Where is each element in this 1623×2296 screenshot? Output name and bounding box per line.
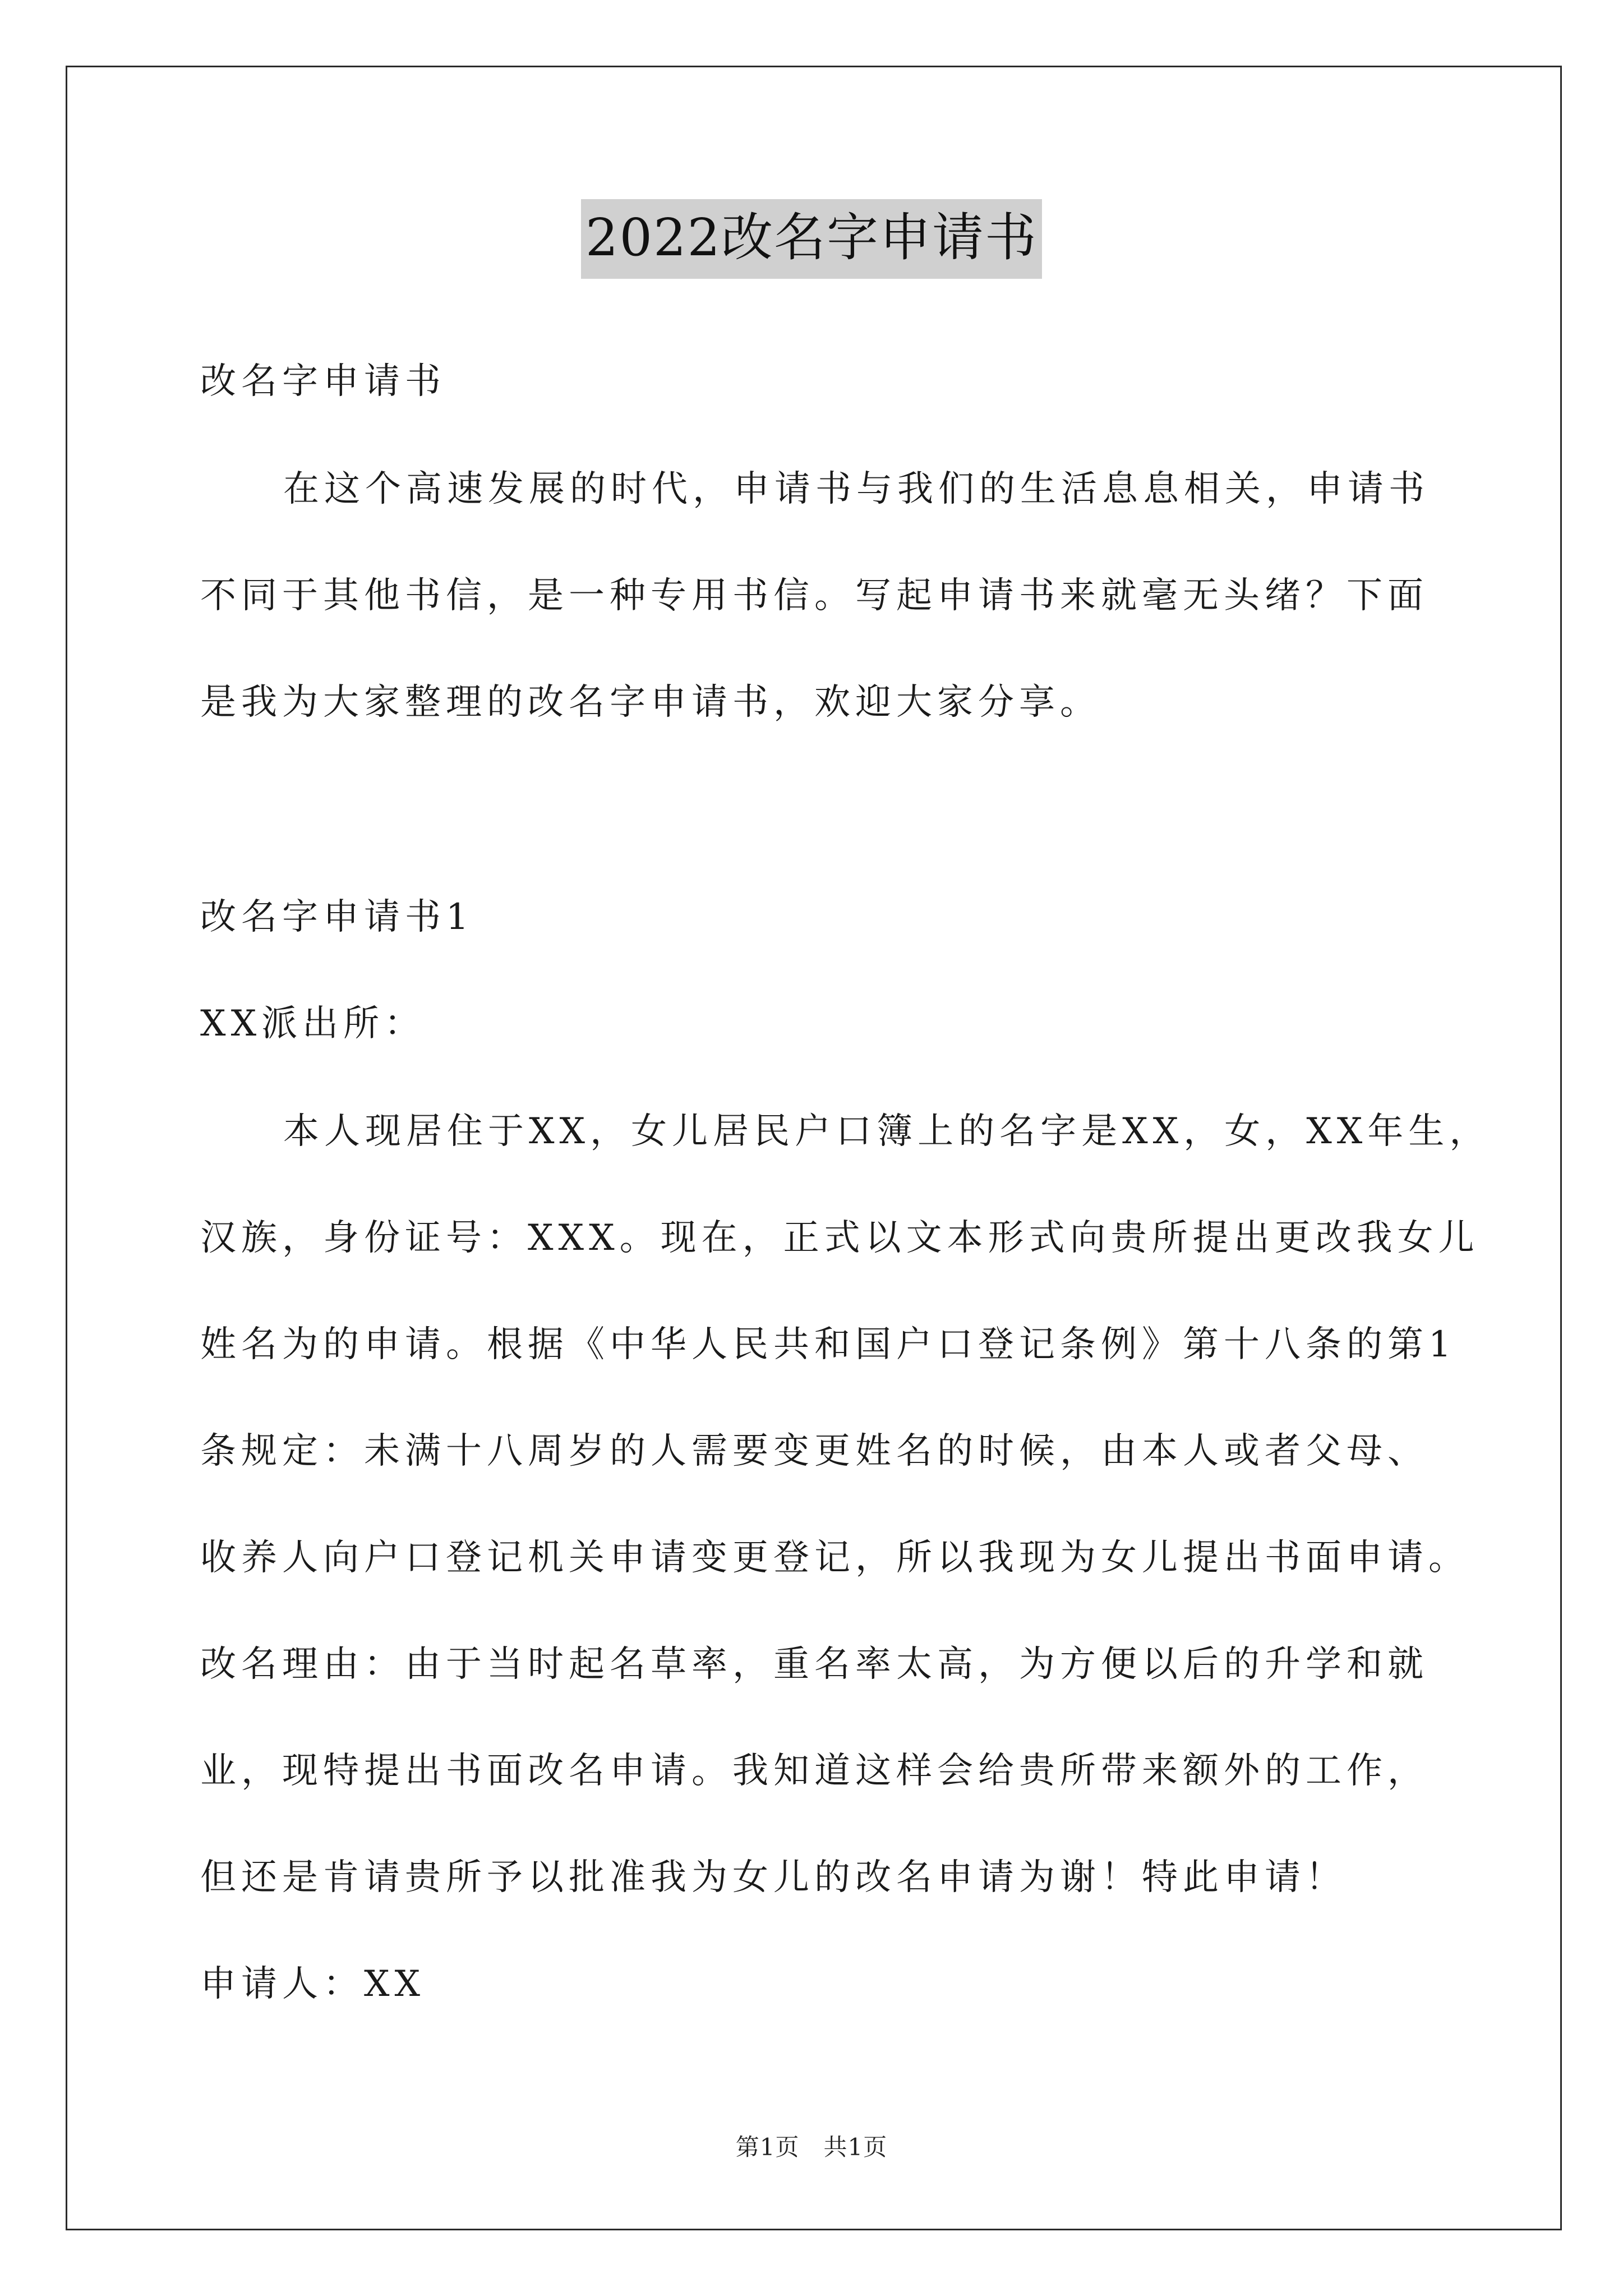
intro-line-2: 不同于其他书信，是一种专用书信。写起申请书来就毫无头绪？下面 — [200, 575, 1428, 616]
title-container — [0, 199, 1623, 279]
intro-heading: 改名字申请书 — [200, 361, 446, 402]
intro-line-3: 是我为大家整理的改名字申请书，欢迎大家分享。 — [200, 682, 1101, 723]
salutation: XX派出所： — [200, 1003, 426, 1045]
body-line-4: 条规定：未满十八周岁的人需要变更姓名的时候，由本人或者父母、 — [200, 1430, 1428, 1472]
intro-line-1: 在这个高速发展的时代，申请书与我们的生活息息相关，申请书 — [283, 468, 1430, 510]
document-title: 2022改名字申请书 — [581, 199, 1042, 279]
body-line-5: 收养人向户口登记机关申请变更登记，所以我现为女儿提出书面申请。 — [200, 1537, 1469, 1579]
body-line-3: 姓名为的申请。根据《中华人民共和国户口登记条例》第十八条的第1 — [200, 1324, 1456, 1365]
section-heading: 改名字申请书1 — [200, 896, 474, 938]
applicant-line: 申请人：XX — [200, 1963, 426, 2005]
body-line-7: 业，现特提出书面改名申请。我知道这样会给贵所带来额外的工作， — [200, 1750, 1428, 1792]
body-line-8: 但还是肯请贵所予以批准我为女儿的改名申请为谢！特此申请！ — [200, 1857, 1347, 1898]
body-line-1: 本人现居住于XX，女儿居民户口簿上的名字是XX，女，XX年生， — [283, 1111, 1491, 1152]
body-line-6: 改名理由：由于当时起名草率，重名率太高，为方便以后的升学和就 — [200, 1644, 1428, 1685]
body-line-2: 汉族，身份证号：XXX。现在，正式以文本形式向贵所提出更改我女儿 — [200, 1217, 1479, 1259]
page-footer: 第1页 共1页 — [735, 2133, 888, 2161]
